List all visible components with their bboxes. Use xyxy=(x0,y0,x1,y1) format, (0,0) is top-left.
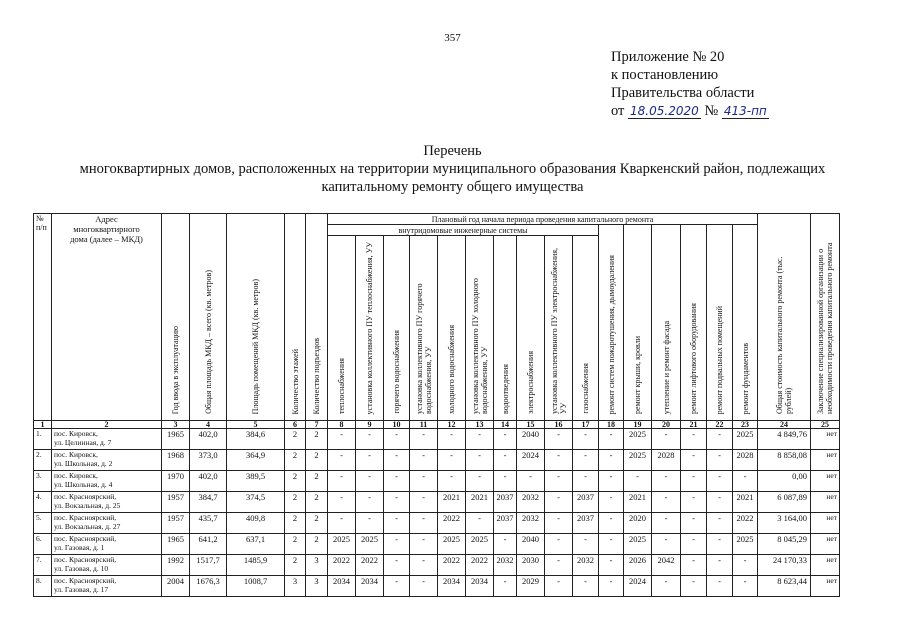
row-cell: нет xyxy=(811,450,840,471)
row-cell: 0,00 xyxy=(758,471,811,492)
header-engineering-group: внутридомовые инженерные системы xyxy=(328,225,599,236)
table-row xyxy=(34,450,840,471)
row-cell: - xyxy=(410,429,438,450)
repair-table xyxy=(33,213,840,597)
column-number: 6 xyxy=(285,421,306,429)
row-cell: 2 xyxy=(285,492,306,513)
row-cell: 2028 xyxy=(652,450,681,471)
row-cell: 1517,7 xyxy=(190,555,227,576)
header-address: Адрес многоквартирного дома (далее – МКД) xyxy=(52,214,162,421)
row-number: 6. xyxy=(34,534,52,555)
row-cell: - xyxy=(599,429,624,450)
address-street: ул. Вокзальная, д. 25 xyxy=(54,501,121,510)
header-total-cost: Общая стоимость капитального ремонта (тыс. рублей) xyxy=(775,256,793,414)
row-cell: - xyxy=(384,555,410,576)
column-number: 25 xyxy=(811,421,840,429)
row-cell: 2037 xyxy=(573,513,599,534)
table-row xyxy=(34,534,840,555)
title-line-2: многоквартирных домов, расположенных на территории муниципального образования Кваркенский район, подлежащих xyxy=(79,161,826,177)
appendix-block xyxy=(611,48,769,120)
row-cell: 1965 xyxy=(162,429,190,450)
address-street: ул. Школьная, д. 2 xyxy=(54,459,113,468)
row-cell: 2 xyxy=(285,471,306,492)
table-body xyxy=(34,421,840,597)
row-cell: - xyxy=(384,513,410,534)
header-electricity: электроснабжения xyxy=(526,351,535,414)
row-address xyxy=(52,555,162,576)
title-line-3: капитальному ремонту общего имущества xyxy=(321,179,584,195)
row-cell: 2 xyxy=(306,429,328,450)
row-cell: - xyxy=(494,576,517,597)
row-cell: - xyxy=(545,450,573,471)
header-foundation: ремонт фундаментов xyxy=(740,342,750,414)
appendix-line-1: Приложение № 20 xyxy=(611,49,725,65)
row-cell: 2026 xyxy=(624,555,652,576)
row-cell: нет xyxy=(811,555,840,576)
column-number: 17 xyxy=(573,421,599,429)
column-number: 1 xyxy=(34,421,52,429)
row-number: 7. xyxy=(34,555,52,576)
row-cell: 2024 xyxy=(624,576,652,597)
header-cold-water: холодного водоснабжения xyxy=(447,324,456,414)
header-roof: ремонт крыши, кровли xyxy=(633,336,642,414)
appendix-from: от xyxy=(611,103,625,119)
column-number-row xyxy=(34,421,840,429)
row-address xyxy=(52,576,162,597)
row-cell: - xyxy=(517,471,545,492)
page-number: 357 xyxy=(444,32,461,44)
row-cell: 2025 xyxy=(466,534,494,555)
address-settlement: пос. Кировск, xyxy=(54,450,98,459)
row-cell: - xyxy=(466,513,494,534)
row-number: 5. xyxy=(34,513,52,534)
row-cell: 2030 xyxy=(517,555,545,576)
row-cell: 8 623,44 xyxy=(758,576,811,597)
row-cell: - xyxy=(384,450,410,471)
row-cell: - xyxy=(707,471,733,492)
row-cell: нет xyxy=(811,576,840,597)
row-cell: - xyxy=(410,513,438,534)
row-cell: 2028 xyxy=(733,450,758,471)
row-cell: 435,7 xyxy=(190,513,227,534)
row-cell: - xyxy=(573,471,599,492)
row-cell: 2 xyxy=(285,513,306,534)
row-cell: - xyxy=(384,471,410,492)
address-settlement: пос. Красноярский, xyxy=(54,576,117,585)
column-number: 22 xyxy=(707,421,733,429)
row-cell: - xyxy=(494,534,517,555)
row-cell: - xyxy=(707,492,733,513)
address-street: ул. Вокзальная, д. 27 xyxy=(54,522,121,531)
row-cell: 2032 xyxy=(517,492,545,513)
row-cell: - xyxy=(681,471,707,492)
row-cell: 2032 xyxy=(573,555,599,576)
row-cell: - xyxy=(545,534,573,555)
row-cell: - xyxy=(438,471,466,492)
row-cell: нет xyxy=(811,513,840,534)
row-cell: 3 xyxy=(285,576,306,597)
row-cell: - xyxy=(384,492,410,513)
address-settlement: пос. Красноярский, xyxy=(54,513,117,522)
row-cell: 2 xyxy=(285,429,306,450)
row-cell: 2037 xyxy=(494,513,517,534)
row-cell: - xyxy=(573,576,599,597)
column-number: 7 xyxy=(306,421,328,429)
row-cell: 1970 xyxy=(162,471,190,492)
row-cell: - xyxy=(733,576,758,597)
row-cell: - xyxy=(652,471,681,492)
row-cell: 2022 xyxy=(356,555,384,576)
header-planned-group: Плановый год начала периода проведения капитального ремонта xyxy=(328,214,758,225)
row-cell: - xyxy=(545,576,573,597)
row-cell: 1965 xyxy=(162,534,190,555)
row-cell: - xyxy=(681,555,707,576)
row-address xyxy=(52,450,162,471)
column-number: 12 xyxy=(438,421,466,429)
row-cell: - xyxy=(384,576,410,597)
row-cell: - xyxy=(410,492,438,513)
column-number: 9 xyxy=(356,421,384,429)
row-cell: 1008,7 xyxy=(227,576,285,597)
row-cell: - xyxy=(410,471,438,492)
row-address xyxy=(52,534,162,555)
row-cell: - xyxy=(328,471,356,492)
row-cell: - xyxy=(681,513,707,534)
row-cell: - xyxy=(599,576,624,597)
row-cell: - xyxy=(652,513,681,534)
row-cell: - xyxy=(545,555,573,576)
row-number: 8. xyxy=(34,576,52,597)
row-cell: нет xyxy=(811,429,840,450)
document-title xyxy=(20,142,885,196)
table-row xyxy=(34,576,840,597)
column-number: 11 xyxy=(410,421,438,429)
row-cell: - xyxy=(681,576,707,597)
row-cell: 2037 xyxy=(573,492,599,513)
row-number: 3. xyxy=(34,471,52,492)
column-number: 21 xyxy=(681,421,707,429)
row-cell: - xyxy=(356,429,384,450)
address-settlement: пос. Красноярский, xyxy=(54,534,117,543)
row-cell: - xyxy=(573,534,599,555)
row-cell: 3 xyxy=(306,576,328,597)
row-cell: 2 xyxy=(306,492,328,513)
header-facade: утепление и ремонт фасада xyxy=(661,320,671,414)
row-cell: - xyxy=(410,534,438,555)
header-premises-area: Площадь помещений МКД (кв. метров) xyxy=(251,278,260,414)
row-cell: 2022 xyxy=(733,513,758,534)
column-number: 15 xyxy=(517,421,545,429)
row-cell: 637,1 xyxy=(227,534,285,555)
header-conclusion: Заключение специализированной организации о необходимости проведения капитального ремонта xyxy=(816,242,834,414)
column-number: 8 xyxy=(328,421,356,429)
header-no: № п/п xyxy=(34,214,52,421)
header-floors: Количество этажей xyxy=(290,348,300,414)
row-cell: 24 170,33 xyxy=(758,555,811,576)
column-number: 3 xyxy=(162,421,190,429)
address-settlement: пос. Красноярский, xyxy=(54,492,117,501)
row-cell: - xyxy=(328,492,356,513)
row-cell: 2 xyxy=(285,555,306,576)
row-cell: - xyxy=(707,534,733,555)
row-cell: - xyxy=(494,471,517,492)
table-row xyxy=(34,429,840,450)
row-cell: 402,0 xyxy=(190,471,227,492)
header-drainage: водоотведения xyxy=(500,364,510,414)
number-sign: № xyxy=(704,103,719,119)
row-cell: - xyxy=(573,429,599,450)
row-cell: - xyxy=(707,450,733,471)
row-cell: - xyxy=(707,513,733,534)
row-cell: 2032 xyxy=(517,513,545,534)
row-address xyxy=(52,492,162,513)
row-cell: 364,9 xyxy=(227,450,285,471)
row-cell: 2025 xyxy=(438,534,466,555)
row-cell: 3 xyxy=(306,555,328,576)
row-cell: - xyxy=(599,471,624,492)
row-cell: - xyxy=(328,513,356,534)
row-number: 1. xyxy=(34,429,52,450)
column-number: 19 xyxy=(624,421,652,429)
column-number: 2 xyxy=(52,421,162,429)
header-hot-water-meter: установка коллективного ПУ горячего водоснабжения, УУ xyxy=(414,283,433,414)
row-cell: - xyxy=(545,429,573,450)
address-settlement: пос. Красноярский, xyxy=(54,555,117,564)
row-cell: - xyxy=(681,492,707,513)
column-number: 18 xyxy=(599,421,624,429)
row-cell: 384,7 xyxy=(190,492,227,513)
row-cell: - xyxy=(328,450,356,471)
column-number: 16 xyxy=(545,421,573,429)
row-cell: 2025 xyxy=(624,534,652,555)
row-cell: 2025 xyxy=(356,534,384,555)
row-cell: - xyxy=(652,534,681,555)
row-cell: 2025 xyxy=(624,450,652,471)
row-cell: - xyxy=(466,450,494,471)
address-street: ул. Газовая, д. 1 xyxy=(54,543,105,552)
row-cell: 2034 xyxy=(466,576,494,597)
row-cell: 8 045,29 xyxy=(758,534,811,555)
row-cell: - xyxy=(652,492,681,513)
row-cell: 2022 xyxy=(466,555,494,576)
address-street: ул. Газовая, д. 10 xyxy=(54,564,109,573)
header-year: Год ввода в эксплуатацию xyxy=(171,325,180,414)
row-cell: 2 xyxy=(306,513,328,534)
row-cell: 2034 xyxy=(356,576,384,597)
row-cell: 2 xyxy=(306,450,328,471)
address-street: ул. Газовая, д. 17 xyxy=(54,585,109,594)
row-number: 4. xyxy=(34,492,52,513)
row-cell: - xyxy=(438,450,466,471)
row-cell: 8 858,08 xyxy=(758,450,811,471)
appendix-line-2: к постановлению xyxy=(611,67,719,83)
row-cell: - xyxy=(652,576,681,597)
row-cell: 2021 xyxy=(438,492,466,513)
row-cell: 402,0 xyxy=(190,429,227,450)
row-cell: 2040 xyxy=(517,534,545,555)
row-cell: 1957 xyxy=(162,513,190,534)
row-cell: 1957 xyxy=(162,492,190,513)
row-address xyxy=(52,513,162,534)
row-cell: 2042 xyxy=(652,555,681,576)
header-cold-water-meter: установка коллективного ПУ холодного водоснабжения, УУ xyxy=(470,278,489,414)
row-number: 2. xyxy=(34,450,52,471)
row-cell: 2 xyxy=(306,534,328,555)
row-cell: - xyxy=(599,555,624,576)
repair-table-wrapper xyxy=(33,213,840,597)
resolution-date: 18.05.2020 xyxy=(630,104,699,118)
address-street: ул. Целинная, д. 7 xyxy=(54,438,112,447)
row-cell: 2024 xyxy=(517,450,545,471)
header-heating: теплоснабжения xyxy=(337,358,346,414)
row-cell: нет xyxy=(811,534,840,555)
appendix-line-4 xyxy=(611,102,769,120)
row-cell: 2 xyxy=(285,450,306,471)
row-cell: - xyxy=(356,471,384,492)
row-cell: 2034 xyxy=(328,576,356,597)
row-cell: - xyxy=(410,555,438,576)
row-cell: - xyxy=(733,555,758,576)
row-cell: нет xyxy=(811,492,840,513)
row-cell: - xyxy=(599,513,624,534)
column-number: 14 xyxy=(494,421,517,429)
title-line-1: Перечень xyxy=(423,143,482,159)
header-electricity-meter: установка коллективного ПУ электроснабжения, УУ xyxy=(549,248,568,414)
row-cell: - xyxy=(573,450,599,471)
row-cell: - xyxy=(438,429,466,450)
column-number: 5 xyxy=(227,421,285,429)
row-cell: 2025 xyxy=(733,534,758,555)
row-cell: - xyxy=(624,471,652,492)
row-cell: 2025 xyxy=(328,534,356,555)
row-cell: 2022 xyxy=(438,555,466,576)
row-cell: - xyxy=(384,429,410,450)
row-cell: 2022 xyxy=(328,555,356,576)
header-fire-systems: ремонт систем пожаротушения, дымоудаления xyxy=(606,254,616,414)
header-elevator: ремонт лифтового оборудования xyxy=(689,302,698,414)
row-cell: 2021 xyxy=(624,492,652,513)
row-cell: - xyxy=(599,492,624,513)
row-cell: 2020 xyxy=(624,513,652,534)
row-cell: 2004 xyxy=(162,576,190,597)
row-cell: - xyxy=(681,429,707,450)
row-cell: 384,6 xyxy=(227,429,285,450)
column-number: 24 xyxy=(758,421,811,429)
row-cell: 374,5 xyxy=(227,492,285,513)
row-cell: - xyxy=(681,450,707,471)
table-row xyxy=(34,555,840,576)
table-row xyxy=(34,513,840,534)
row-cell: - xyxy=(356,513,384,534)
row-cell: 2034 xyxy=(438,576,466,597)
resolution-number: 413-пп xyxy=(723,104,767,118)
column-number: 23 xyxy=(733,421,758,429)
row-cell: - xyxy=(599,534,624,555)
header-gas: газоснабжения xyxy=(581,363,590,414)
header-heating-meter: установка коллективного ПУ теплоснабжения, УУ xyxy=(365,241,374,414)
row-cell: 2021 xyxy=(466,492,494,513)
row-cell: - xyxy=(384,534,410,555)
column-number: 20 xyxy=(652,421,681,429)
row-cell: 1485,9 xyxy=(227,555,285,576)
row-cell: - xyxy=(410,576,438,597)
row-cell: - xyxy=(707,555,733,576)
row-cell: 3 164,00 xyxy=(758,513,811,534)
row-cell: 409,8 xyxy=(227,513,285,534)
row-cell: 2025 xyxy=(733,429,758,450)
row-cell: 4 849,76 xyxy=(758,429,811,450)
row-cell: - xyxy=(494,429,517,450)
row-cell: - xyxy=(356,450,384,471)
address-street: ул. Школьная, д. 4 xyxy=(54,480,113,489)
row-cell: - xyxy=(681,534,707,555)
table-row xyxy=(34,492,840,513)
column-number: 10 xyxy=(384,421,410,429)
row-cell: 2037 xyxy=(494,492,517,513)
column-number: 13 xyxy=(466,421,494,429)
row-cell: 2025 xyxy=(624,429,652,450)
row-cell: - xyxy=(494,450,517,471)
row-cell: - xyxy=(707,576,733,597)
row-cell: 2022 xyxy=(438,513,466,534)
row-cell: 1992 xyxy=(162,555,190,576)
row-cell: нет xyxy=(811,471,840,492)
row-cell: 373,0 xyxy=(190,450,227,471)
row-cell: 2 xyxy=(306,471,328,492)
header-hot-water: горячего водоснабжения xyxy=(392,330,401,414)
row-cell: 6 087,89 xyxy=(758,492,811,513)
row-cell: 389,5 xyxy=(227,471,285,492)
row-cell: 2032 xyxy=(494,555,517,576)
row-cell: - xyxy=(545,513,573,534)
row-cell: 2040 xyxy=(517,429,545,450)
header-entrances: Количество подъездов xyxy=(312,337,321,414)
row-cell: 1968 xyxy=(162,450,190,471)
row-cell: - xyxy=(733,471,758,492)
row-cell: 2 xyxy=(285,534,306,555)
row-cell: - xyxy=(466,471,494,492)
row-cell: 1676,3 xyxy=(190,576,227,597)
table-row xyxy=(34,471,840,492)
row-cell: - xyxy=(652,429,681,450)
row-cell: - xyxy=(410,450,438,471)
row-cell: - xyxy=(545,492,573,513)
row-cell: 2029 xyxy=(517,576,545,597)
row-cell: - xyxy=(466,429,494,450)
row-cell: - xyxy=(545,471,573,492)
row-cell: - xyxy=(599,450,624,471)
row-cell: 641,2 xyxy=(190,534,227,555)
row-address xyxy=(52,471,162,492)
address-settlement: пос. Кировск, xyxy=(54,429,98,438)
address-settlement: пос. Кировск, xyxy=(54,471,98,480)
row-cell: 2021 xyxy=(733,492,758,513)
column-number: 4 xyxy=(190,421,227,429)
appendix-line-3: Правительства области xyxy=(611,85,755,101)
row-cell: - xyxy=(356,492,384,513)
row-cell: - xyxy=(328,429,356,450)
header-basement: ремонт подвальных помещений xyxy=(715,305,724,414)
header-total-area: Общая площадь МКД – всего (кв. метров) xyxy=(203,270,213,414)
row-cell: - xyxy=(707,429,733,450)
row-address xyxy=(52,429,162,450)
